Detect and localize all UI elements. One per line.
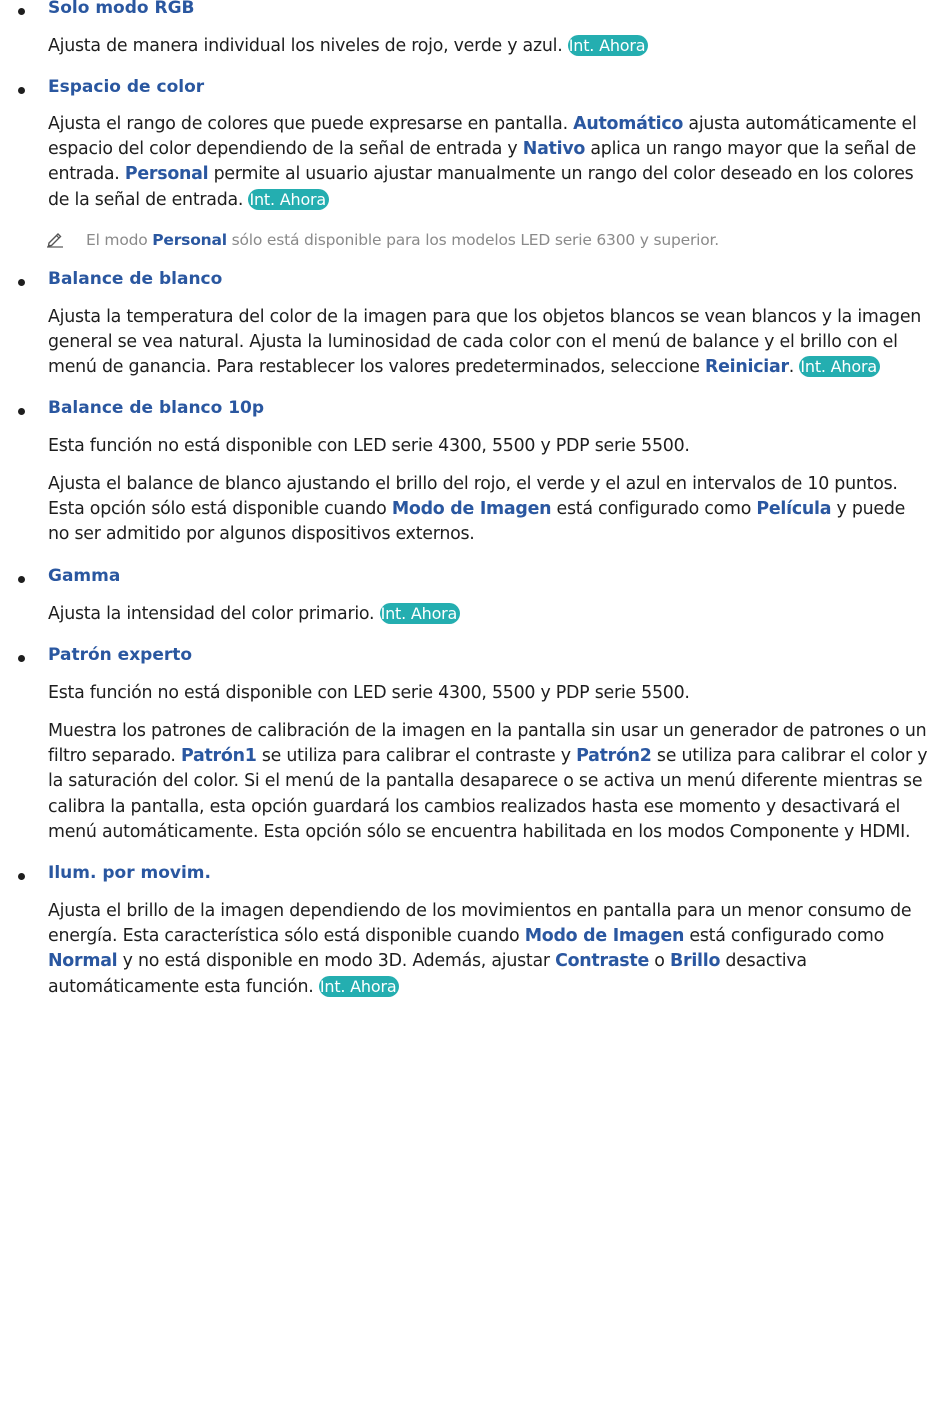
keyword-patron1: Patrón1 bbox=[180, 746, 257, 767]
keyword-nativo: Nativo bbox=[522, 139, 586, 160]
keyword-personal: Personal bbox=[124, 164, 209, 185]
section-paragraph: Ajusta el rango de colores que puede expresarse en pantalla. Automático ajusta automáticamente el espacio del color dependiendo de la señal de entrada y Nativo aplica un rango mayor que la señal de entrada. Personal permite al usuario ajustar manualmente un rango del color deseado en los colores de la señal de entrada. Int. Ahora bbox=[48, 114, 917, 210]
try-now-link[interactable]: Int. Ahora bbox=[248, 189, 329, 210]
try-now-link[interactable]: Int. Ahora bbox=[568, 35, 649, 56]
section-heading-ilum-por-movim: Ilum. por movim. bbox=[48, 863, 211, 883]
section-heading-balance-de-blanco: Balance de blanco bbox=[48, 269, 223, 289]
list-bullet bbox=[18, 87, 25, 94]
section-heading-balance-de-blanco-10p: Balance de blanco 10p bbox=[48, 398, 265, 418]
keyword-normal: Normal bbox=[48, 951, 118, 972]
section-paragraph: Ajusta el brillo de la imagen dependiendo de los movimientos en pantalla para un menor consumo de energía. Esta característica sólo está disponible cuando Modo de Imagen está configurado como Normal y no está disponible en modo 3D. Además, ajustar Contraste o Brillo desactiva automáticamente esta función. Int. Ahora bbox=[48, 901, 912, 997]
section-heading-espacio-de-color: Espacio de color bbox=[48, 77, 205, 97]
section-heading-solo-modo-rgb: Solo modo RGB bbox=[48, 0, 195, 18]
keyword-reiniciar: Reiniciar bbox=[704, 357, 789, 378]
note-text: El modo Personal sólo está disponible para los modelos LED serie 6300 y superior. bbox=[86, 231, 719, 249]
list-bullet bbox=[18, 279, 25, 286]
section-paragraph: Esta función no está disponible con LED serie 4300, 5500 y PDP serie 5500. bbox=[48, 436, 690, 456]
keyword-brillo: Brillo bbox=[669, 951, 721, 972]
section-paragraph: Ajusta de manera individual los niveles de rojo, verde y azul. Int. Ahora bbox=[48, 34, 928, 59]
keyword-modo-de-imagen: Modo de Imagen bbox=[524, 926, 685, 947]
section-heading-gamma: Gamma bbox=[48, 566, 121, 586]
list-bullet bbox=[18, 408, 25, 415]
section-heading-patron-experto: Patrón experto bbox=[48, 645, 193, 665]
section-paragraph: Esta función no está disponible con LED serie 4300, 5500 y PDP serie 5500. bbox=[48, 683, 690, 703]
keyword-patron2: Patrón2 bbox=[576, 746, 652, 767]
keyword-contraste: Contraste bbox=[555, 951, 650, 972]
list-bullet bbox=[18, 655, 25, 662]
pencil-icon bbox=[46, 230, 64, 248]
try-now-link[interactable]: Int. Ahora bbox=[799, 356, 880, 377]
section-paragraph: Ajusta la intensidad del color primario. Int. Ahora bbox=[48, 602, 928, 627]
list-bullet bbox=[18, 8, 25, 15]
keyword-personal: Personal bbox=[152, 231, 227, 249]
list-bullet bbox=[18, 576, 25, 583]
try-now-link[interactable]: Int. Ahora bbox=[380, 603, 461, 624]
keyword-pelicula: Película bbox=[756, 499, 832, 520]
section-paragraph: Muestra los patrones de calibración de la imagen en la pantalla sin usar un generador de patrones o un filtro separado. Patrón1 se utiliza para calibrar el contraste y Patrón2 se utiliza para calibrar el color y la saturación del color. Si el menú de la pantalla desaparece o se activa un menú diferente mientras se calibra la pantalla, esta opción guardará los cambios realizados hasta ese momento y desactivará el menú automáticamente. Esta opción sólo se encuentra habilitada en los modos Componente y HDMI. bbox=[48, 721, 928, 842]
list-bullet bbox=[18, 873, 25, 880]
keyword-modo-de-imagen: Modo de Imagen bbox=[391, 499, 552, 520]
try-now-link[interactable]: Int. Ahora bbox=[319, 976, 400, 997]
section-paragraph: Ajusta el balance de blanco ajustando el brillo del rojo, el verde y el azul en intervalos de 10 puntos. Esta opción sólo está disponible cuando Modo de Imagen está configurado como Película y puede no ser admitido por algunos dispositivos externos. bbox=[48, 474, 906, 545]
section-paragraph: Ajusta la temperatura del color de la imagen para que los objetos blancos se vean blancos y la imagen general se vea natural. Ajusta la luminosidad de cada color con el menú de balance y el brillo con el menú de ganancia. Para restablecer los valores predeterminados, seleccione Reiniciar. Int. Ahora bbox=[48, 307, 922, 378]
keyword-automatico: Automático bbox=[573, 114, 684, 134]
